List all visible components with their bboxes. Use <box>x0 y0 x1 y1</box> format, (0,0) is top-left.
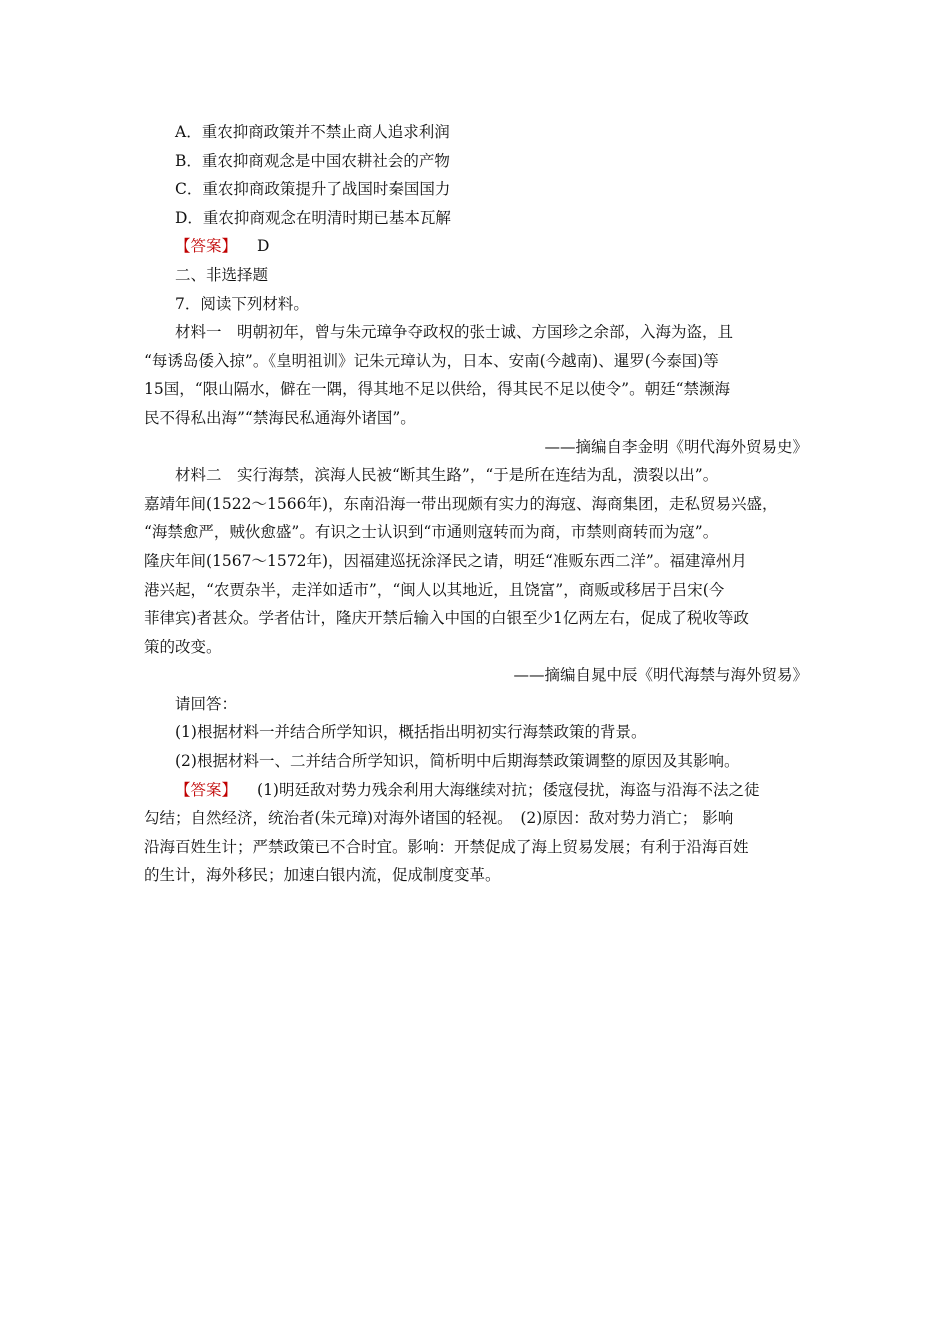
material2-line: 策的改变。 <box>144 637 222 656</box>
document-content <box>144 118 808 890</box>
answer-tag: 【答案】 <box>175 780 238 799</box>
material2-source: ——摘编自晁中辰《明代海禁与海外贸易》 <box>513 666 808 685</box>
answer-7-line: 的生计，海外移民；加速白银内流，促成制度变革。 <box>144 866 501 885</box>
material2-line: 港兴起，“农贾杂半，走洋如适市”，“闽人以其地近，且饶富”，商贩或移居于吕宋(今 <box>144 580 725 599</box>
question-7-title: 7．阅读下列材料。 <box>175 294 309 313</box>
answer-7-line: 沿海百姓生计；严禁政策已不合时宜。影响：开禁促成了海上贸易发展；有利于沿海百姓 <box>144 837 749 856</box>
material1-line: 15国，“限山隔水，僻在一隅，得其地不足以供给，得其民不足以使令”。朝廷“禁濒海 <box>144 380 730 399</box>
option-b: B．重农抑商观念是中国农耕社会的产物 <box>175 151 450 170</box>
material2-line: 嘉靖年间(1522～1566年)，东南沿海一带出现颇有实力的海寇、海商集团，走私贸易兴盛， <box>144 494 778 513</box>
option-c: C．重农抑商政策提升了战国时秦国国力 <box>175 180 451 199</box>
material2-line: 菲律宾)者甚众。学者估计，隆庆开禁后输入中国的白银至少1亿两左右，促成了税收等政 <box>144 609 749 628</box>
material1-line: 民不得私出海”“禁海民私通海外诸国”。 <box>144 408 416 427</box>
material2-line: 隆庆年间(1567～1572年)，因福建巡抚涂泽民之请，明廷“准贩东西二洋”。福建漳州月 <box>144 551 747 570</box>
answer-6-value: D <box>257 237 270 256</box>
question-7-2: (2)根据材料一、二并结合所学知识，简析明中后期海禁政策调整的原因及其影响。 <box>175 752 740 771</box>
material2-line: “海禁愈严，贼伙愈盛”。有识之士认识到“市通则寇转而为商，市禁则商转而为寇”。 <box>144 523 719 542</box>
answer-tag: 【答案】 <box>175 237 238 256</box>
material1-source: ——摘编自李金明《明代海外贸易史》 <box>544 437 808 456</box>
material1-line: 材料一 明朝初年，曾与朱元璋争夺政权的张士诚、方国珍之余部，入海为盗，且 <box>175 323 734 342</box>
answer-7-first: (1)明廷敌对势力残余利用大海继续对抗；倭寇侵扰，海盗与沿海不法之徒 <box>257 780 760 799</box>
question-7-1: (1)根据材料一并结合所学知识，概括指出明初实行海禁政策的背景。 <box>175 723 647 742</box>
answer-6 <box>144 232 808 261</box>
option-a: A．重农抑商政策并不禁止商人追求利润 <box>175 123 450 141</box>
answer-7-line: 勾结；自然经济，统治者(朱元璋)对海外诸国的轻视。 (2)原因：敌对势力消亡； 影响 <box>144 809 734 828</box>
material2-line: 材料二 实行海禁，滨海人民被“断其生路”，“于是所在连结为乱，溃裂以出”。 <box>175 466 719 485</box>
material1-line: “每诱岛倭入掠”。《皇明祖训》记朱元璋认为，日本、安南(今越南)、暹罗(今泰国)等 <box>144 351 719 370</box>
section-title: 二、非选择题 <box>175 265 269 284</box>
answer-7 <box>144 776 808 805</box>
answer-prompt: 请回答： <box>175 694 238 713</box>
option-d: D．重农抑商观念在明清时期已基本瓦解 <box>175 208 451 227</box>
